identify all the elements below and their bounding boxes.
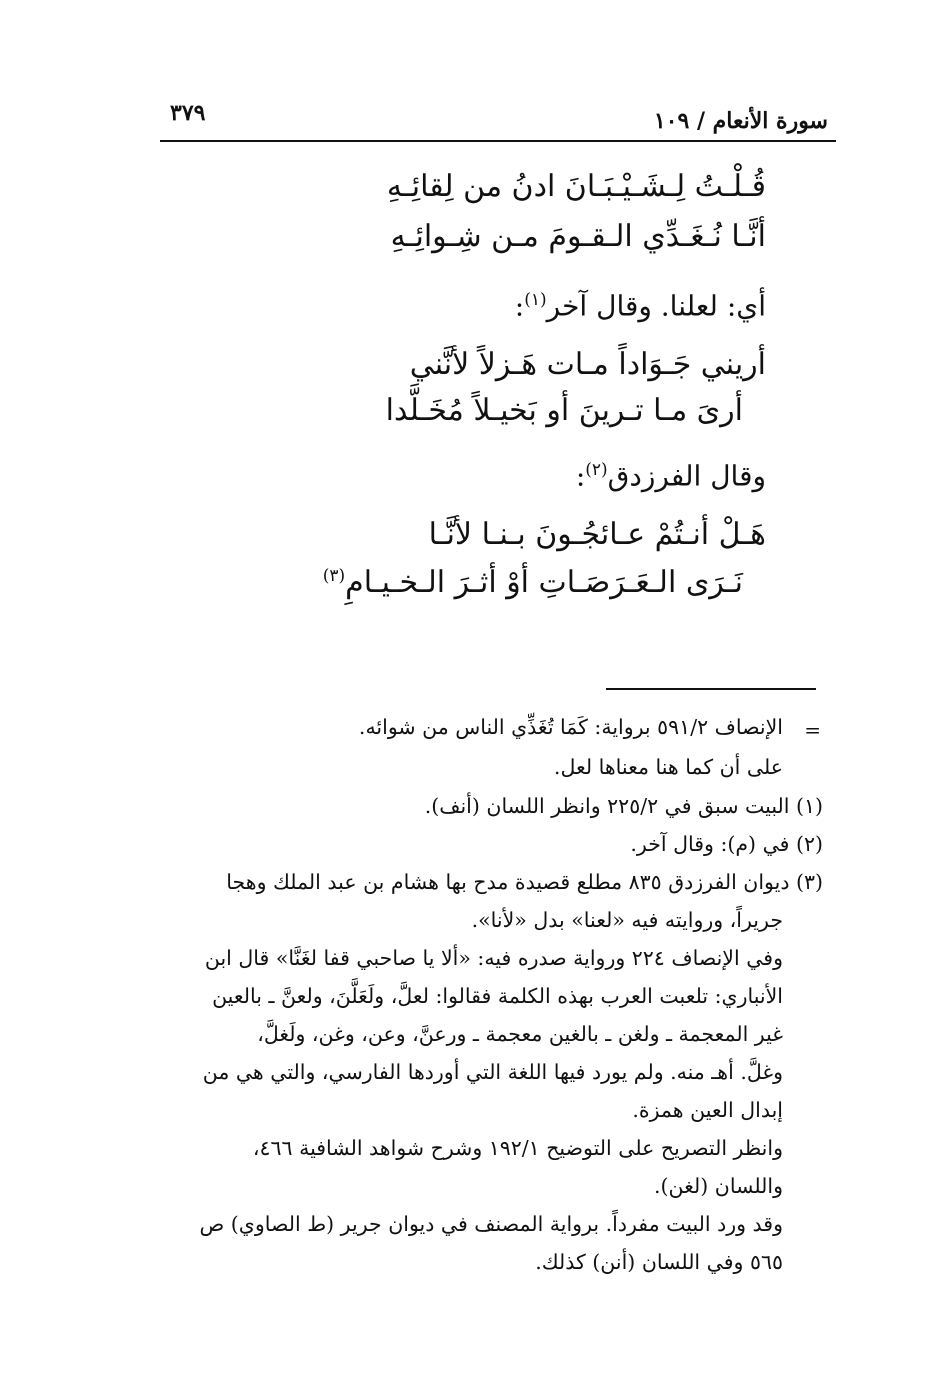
prose-line-2	[575, 459, 766, 493]
verse-2-line-1: أريني جَـوَاداً مـات هَـزلاً لأنَّني	[409, 347, 766, 382]
verse-3-line-2-text: نَـرَى الـعَـرَصَـاتِ أوْ أثـرَ الـخـيـامِ	[345, 565, 743, 600]
verse-1-line-2: أنَّـا نُـغَـدِّي الـقـومَ مـن شِـوائِـهِ	[390, 219, 766, 254]
main-text	[163, 0, 766, 700]
prose-1-colon: :	[514, 289, 525, 323]
page-number: ٣٧٩	[170, 100, 206, 126]
prose-line-1	[514, 289, 766, 323]
footnote-separator	[606, 688, 816, 690]
footnote-line: ٥٦٥ وفي اللسان (أنن) كذلك.	[535, 1250, 783, 1274]
footnote-line: جريراً، وروايته فيه «لعنا» بدل «لأنا».	[471, 908, 783, 932]
footnote-ref-2: (٢)	[585, 460, 608, 480]
prose-1-text: أي: لعلنا. وقال آخر	[546, 289, 766, 323]
footnote-line: (١) البيت سبق في ٢٢٥/٢ وانظر اللسان (أنف).	[424, 794, 823, 818]
footnote-ref-1: (١)	[524, 290, 547, 310]
footnote-ref-3: (٣)	[322, 566, 346, 586]
verse-3-line-2	[322, 565, 743, 600]
footnote-line: (٢) في (م): وقال آخر.	[630, 832, 823, 856]
footnote-line: الأنباري: تلعبت العرب بهذه الكلمة فقالوا: لعلَّ، ولَعَلَّنَ، ولعنَّ ـ بالعين	[212, 984, 783, 1008]
verse-1-line-1: قُـلْـتُ لِـشَـيْـبَـانَ ادنُ من لِقائِـهِ	[386, 169, 766, 204]
footnote-line: وفي الإنصاف ٢٢٤ ورواية صدره فيه: «ألا يا صاحبي قفا لغَنَّا» قال ابن	[204, 946, 783, 970]
footnote-line: إبدال العين همزة.	[632, 1098, 783, 1122]
verse-3-line-1: هَـلْ أنـتُمْ عـائجُـونَ بـنـا لأنَّـا	[428, 517, 766, 552]
footnote-line: على أن كما هنا معناها لعل.	[553, 755, 783, 779]
continuation-marker: =	[804, 718, 821, 742]
footnote-line: وغلَّ. أهـ منه. ولم يورد فيها اللغة التي أوردها الفارسي، والتي هي من	[202, 1060, 783, 1084]
footnote-line: غير المعجمة ـ ولغن ـ بالغين معجمة ـ ورعنَّ، وعن، وغن، ولَغلَّ،	[257, 1022, 783, 1046]
prose-2-colon: :	[575, 459, 586, 493]
prose-2-text: وقال الفرزدق	[607, 459, 766, 493]
footnote-line: (٣) ديوان الفرزدق ٨٣٥ مطلع قصيدة مدح بها هشام بن عبد الملك وهجا	[226, 870, 823, 894]
running-title: سورة الأنعام / ١٠٩	[653, 108, 828, 134]
verse-2-line-2: أرىَ مـا تـرينَ أو بَخيـلاً مُخَـلَّدا	[385, 393, 743, 428]
footnote-line: وقد ورد البيت مفرداً. برواية المصنف في ديوان جرير (ط الصاوي) ص	[199, 1212, 783, 1236]
footnote-line: واللسان (لغن).	[654, 1174, 783, 1198]
footnote-line: الإنصاف ٥٩١/٢ برواية: كَمَا تُغَذِّي الناس من شوائه.	[358, 715, 783, 739]
footnote-line: وانظر التصريح على التوضيح ١٩٢/١ وشرح شواهد الشافية ٤٦٦،	[252, 1136, 783, 1160]
